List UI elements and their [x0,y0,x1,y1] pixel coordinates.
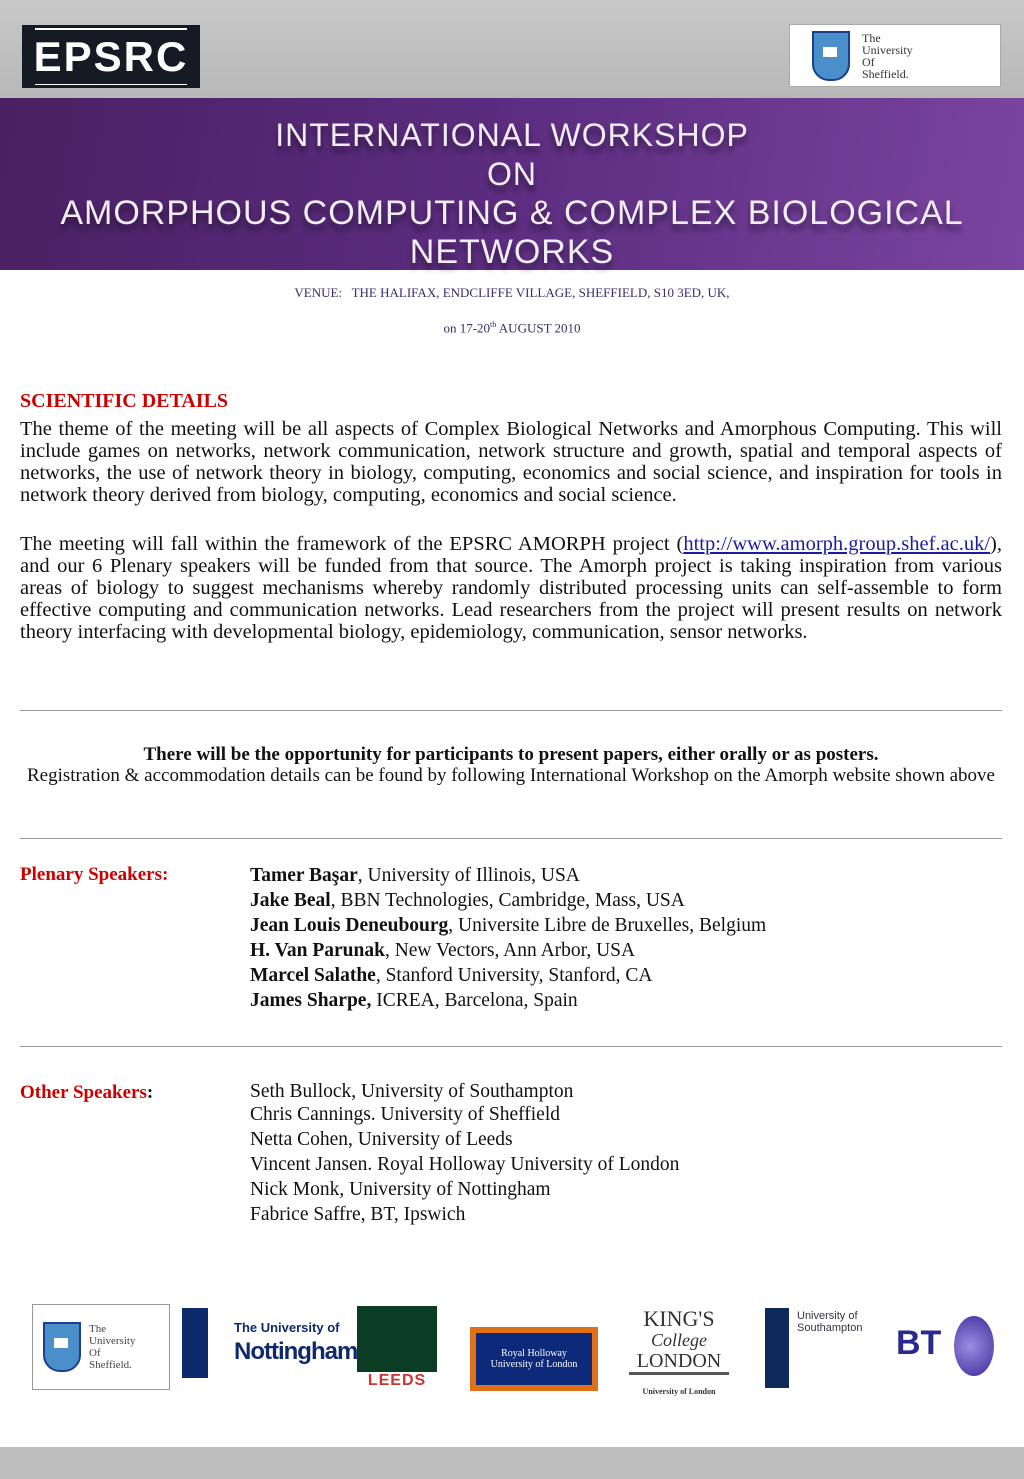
speaker: Nick Monk, University of Nottingham [250,1179,551,1200]
epsrc-logo [22,25,200,88]
speaker [250,888,766,913]
paragraph [20,533,1002,643]
notice-text: Registration & accommodation details can be found by following International Workshop on the Amorph website shown above [27,765,995,786]
speaker [250,863,766,888]
title-line: ON [487,156,537,192]
text: ), and our 6 Plenary speakers will be funded from that source. The Amorph project is taking inspiration from various areas of biology to suggest mechanisms whereby randomly distributed processing units can self-assemble to form effective computing and communication networks. Lead researchers from the project will present results on network theory interfacing with developmental biology, epidemiology, communication, sensor networks. [20,533,1002,643]
speaker [250,938,766,963]
date-sup: th [490,320,497,329]
other-label [20,1082,153,1104]
title-line: AMORPHOUS COMPUTING & COMPLEX BIOLOGICAL [60,194,964,232]
sheffield-logo [789,24,1001,87]
divider [20,710,1002,711]
partner-logos [0,1300,1024,1410]
speaker-affil: , BBN Technologies, Cambridge, Mass, USA [330,890,685,911]
speaker: Vincent Jansen. Royal Holloway University of London [250,1154,680,1175]
speaker-affil: , Universite Libre de Bruxelles, Belgium [448,915,767,936]
logo-text: KING'S [643,1306,715,1331]
logo-text: College [651,1330,707,1350]
logo-text: University of Southampton [797,1310,863,1334]
tower-icon [182,1308,208,1378]
logo-text: LEEDS [357,1372,437,1390]
sheffield-partner-logo [32,1304,170,1390]
royal-holloway-logo: Royal Holloway University of London [470,1327,598,1391]
kings-logo [629,1308,729,1396]
speaker: Netta Cohen, University of Leeds [250,1129,513,1150]
plenary-label: Plenary Speakers: [20,864,169,885]
speaker-name: H. Van Parunak [250,940,385,961]
speaker-affil: , New Vectors, Ann Arbor, USA [384,940,636,961]
logo-mark [765,1308,789,1388]
venue-text: VENUE: THE HALIFAX, ENDCLIFFE VILLAGE, SHEFFIELD, S10 3ED, UK, [294,285,730,300]
bt-logo [896,1312,1006,1382]
section-heading: SCIENTIFIC DETAILS [20,390,229,412]
epsrc-logo-text: EPSRC [33,32,189,80]
plenary-list [250,863,766,1013]
title-line: INTERNATIONAL WORKSHOP [275,117,749,153]
speaker-name: Tamer Başar [250,865,358,886]
southampton-logo [755,1308,875,1390]
text: The meeting will fall within the framework of the EPSRC AMORPH project ( [20,533,684,555]
notice-bold: There will be the opportunity for participants to present papers, either orally or as posters. [143,744,879,765]
speaker-name: Jake Beal [250,890,331,911]
logo-text: Sheffield. [862,66,909,81]
nottingham-logo [182,1308,358,1378]
crest-icon [43,1322,81,1372]
title-banner [0,98,1024,270]
crest-icon [812,31,850,81]
logo-text: The University Of Sheffield. [89,1323,136,1371]
other-list [250,1082,679,1227]
divider [20,838,1002,839]
date-pre: on 17-20 [443,320,491,336]
date-text [0,320,1024,336]
speaker: Fabrice Saffre, BT, Ipswich [250,1204,466,1225]
speaker: Seth Bullock, University of Southampton [250,1081,574,1102]
speaker [250,988,766,1013]
speaker-name: Jean Louis Deneubourg [250,915,449,936]
colon: : [146,1082,154,1103]
divider [20,1046,1002,1047]
speaker-affil: ICREA, Barcelona, Spain [371,990,578,1011]
speaker [250,963,766,988]
title-line: NETWORKS [409,233,615,271]
globe-icon [954,1316,994,1376]
logo-text: Nottingham [234,1338,358,1365]
logo-text: LONDON [629,1350,729,1375]
speaker: Chris Cannings. University of Sheffield [250,1104,560,1125]
speaker-name: James Sharpe, [250,990,372,1011]
footer-band [0,1447,1024,1479]
logo-text: University [862,42,913,57]
speaker-name: Marcel Salathe [250,965,376,986]
speaker-affil: , University of Illinois, USA [357,865,580,886]
logo-text: The [862,30,881,45]
amorph-link[interactable]: http://www.amorph.group.shef.ac.uk/ [683,533,991,555]
paragraph: The theme of the meeting will be all aspects of Complex Biological Networks and Amorphous Computing. This will include games on networks, network communication, network structure and growth, spatial and temporal aspects of networks, the use of network theory in biology, computing, economics and social science, and inspiration for tools in network theory derived from biology, computing, economics and social science. [20,418,1002,506]
logo-text: The University of [234,1320,340,1335]
speaker-affil: , Stanford University, Stanford, CA [375,965,653,986]
leeds-logo [357,1306,437,1390]
speaker [250,913,766,938]
other-label-text: Other Speakers [20,1082,147,1103]
logo-text: Of [862,54,875,69]
logo-text: BT [896,1324,942,1362]
logo-text: University of London [642,1387,716,1396]
date-post: AUGUST 2010 [496,320,581,336]
